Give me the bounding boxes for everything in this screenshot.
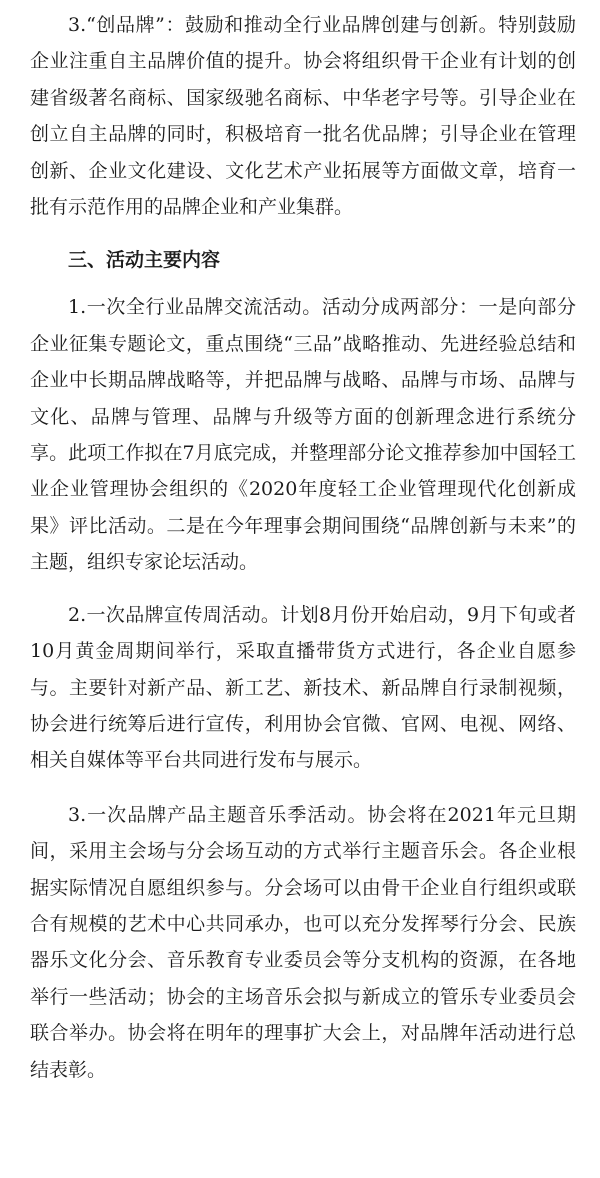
paragraph-activity-2: 2.一次品牌宣传周活动。计划8月份开始启动，9月下旬或者10月黄金周期间举行，采取直播带货方式进行，各企业自愿参与。主要针对新产品、新工艺、新技术、新品牌自行录制视频，协会进行统筹后进行宣传，利用协会官微、官网、电视、网络、相关自媒体等平台共同进行发布与展示。 — [30, 603, 576, 772]
paragraph-create-brand: 3.“创品牌”：鼓励和推动全行业品牌创建与创新。特别鼓励企业注重自主品牌价值的提升。协会将组织骨干企业有计划的创建省级著名商标、国家级驰名商标、中华老字号等。引导企业在创立自主品牌的同时，积极培育一批名优品牌；引导企业在管理创新、企业文化建设、文化艺术产业拓展等方面做文章，培育一批有示范作用的品牌企业和产业集群。 — [30, 14, 576, 219]
paragraph-activity-1: 1.一次全行业品牌交流活动。活动分成两部分：一是向部分企业征集专题论文，重点围绕“三品”战略推动、先进经验总结和企业中长期品牌战略等，并把品牌与战略、品牌与市场、品牌与文化、品牌与管理、品牌与升级等方面的创新理念进行系统分享。此项工作拟在7月底完成，并整理部分论文推荐参加中国轻工业企业管理协会组织的《2020年度轻工企业管理现代化创新成果》评比活动。二是在今年理事会期间围绕“品牌创新与未来”的主题，组织专家论坛活动。 — [30, 296, 576, 574]
section-heading-main-activities: 三、活动主要内容 — [68, 249, 221, 272]
paragraph-activity-3: 3.一次品牌产品主题音乐季活动。协会将在2021年元旦期间，采用主会场与分会场互动的方式举行主题音乐会。各企业根据实际情况自愿组织参与。分会场可以由骨干企业自行组织或联合有规模的艺术中心共同承办，也可以充分发挥琴行分会、民族器乐文化分会、音乐教育专业委员会等分支机构的资源，在各地举行一些活动；协会的主场音乐会拟与新成立的管乐专业委员会联合举办。协会将在明年的理事扩大会上，对品牌年活动进行总结表彰。 — [30, 803, 576, 1081]
